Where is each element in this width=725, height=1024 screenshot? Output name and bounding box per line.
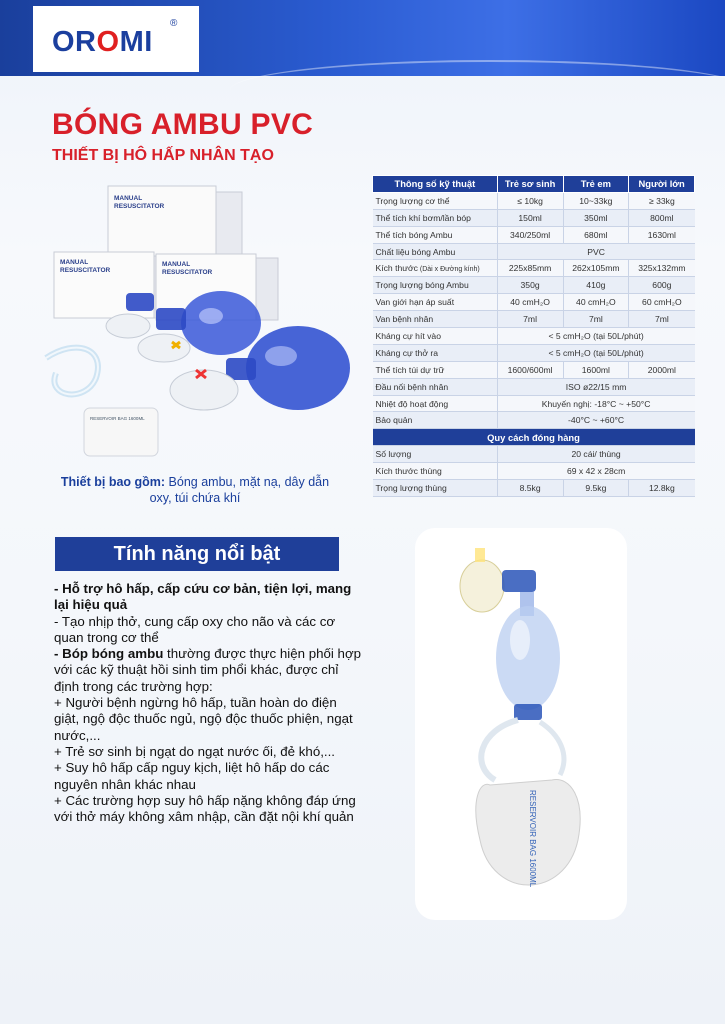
spec-table — [372, 175, 695, 497]
page-subtitle: THIẾT BỊ HÔ HẤP NHÂN TẠO — [52, 147, 274, 164]
list-item: + Trẻ sơ sinh bị ngạt do ngạt nước ối, đẻ khó,... — [54, 743, 335, 759]
valve-2 — [156, 308, 186, 330]
cell: ≥ 33kg — [629, 192, 695, 209]
cell: 7ml — [497, 311, 563, 328]
cell: 40 cmH₂O — [563, 294, 629, 311]
cell: 1630ml — [629, 226, 695, 243]
box-label-3: MANUAL — [60, 259, 89, 266]
table-row — [373, 378, 695, 395]
packing-section-header — [373, 429, 695, 446]
row-label: Kháng cự thở ra — [373, 344, 498, 361]
brand-logo: OROMI — [52, 26, 153, 58]
cell: 10~33kg — [563, 192, 629, 209]
table-row — [373, 260, 695, 277]
table-row — [373, 294, 695, 311]
cell: PVC — [497, 243, 694, 260]
feature-p2: - Tạo nhịp thở, cung cấp oxy cho não và các cơ quan trong cơ thể — [54, 613, 336, 645]
ambu-bag-clear — [496, 606, 560, 710]
table-row — [373, 395, 695, 412]
row-label: Trọng lượng cơ thể — [373, 192, 498, 209]
cell: 7ml — [629, 311, 695, 328]
ambu-bag-small — [181, 291, 261, 355]
table-row — [373, 209, 695, 226]
box-label-5: MANUAL — [162, 261, 191, 268]
table-row — [373, 361, 695, 378]
table-row — [373, 192, 695, 209]
box-back — [108, 186, 242, 256]
cell: < 5 cmH₂O (tại 50L/phút) — [497, 344, 694, 361]
oxygen-tube — [481, 720, 518, 780]
table-row — [373, 328, 695, 345]
section-title: Quy cách đóng hàng — [373, 429, 695, 446]
table-row — [373, 226, 695, 243]
cell: 69 x 42 x 28cm — [497, 463, 694, 480]
cell: 350g — [497, 277, 563, 294]
row-label: Trọng lượng thùng — [373, 480, 498, 497]
table-row — [373, 243, 695, 260]
cell: 800ml — [629, 209, 695, 226]
reservoir-label-small: RESERVOIR BAG 1600ML — [90, 416, 145, 421]
list-item: + Suy hô hấp cấp nguy kịch, liệt hô hấp do các nguyên nhân khác nhau — [54, 760, 330, 792]
mask-small — [106, 314, 150, 338]
page-title: BÓNG AMBU PVC — [52, 108, 314, 141]
cell: < 5 cmH₂O (tại 50L/phút) — [497, 328, 694, 345]
cell: ≤ 10kg — [497, 192, 563, 209]
face-mask — [460, 560, 504, 612]
cell: 150ml — [497, 209, 563, 226]
caption-bold: Thiết bị bao gồm: — [60, 475, 166, 489]
cell: 262x105mm — [563, 260, 629, 277]
table-row — [373, 311, 695, 328]
row-label: Van giới hạn áp suất — [373, 294, 498, 311]
cell: ISO ø22/15 mm — [497, 378, 694, 395]
cell: -40°C ~ +60°C — [497, 412, 694, 429]
spec-header-infant: Trẻ sơ sinh — [497, 176, 563, 193]
table-row — [373, 277, 695, 294]
row-label: Thể tích bóng Ambu — [373, 226, 498, 243]
row-label: Đầu nối bệnh nhân — [373, 378, 498, 395]
row-label: Kích thước (Dài x Đường kính) — [373, 260, 498, 277]
caption-text: Bóng ambu, mặt nạ, dây dẫn oxy, túi chứa khí — [149, 475, 330, 505]
cell: 1600/600ml — [497, 361, 563, 378]
cell: 60 cmH₂O — [629, 294, 695, 311]
feature-p1: - Hỗ trợ hô hấp, cấp cứu cơ bản, tiện lợi, mang lại hiệu quả — [54, 581, 352, 613]
row-label: Kích thước thùng — [373, 463, 498, 480]
row-label: Thể tích túi dự trữ — [373, 361, 498, 378]
cell: 20 cái/ thùng — [497, 446, 694, 463]
cell: Khuyến nghị: -18°C ~ +50°C — [497, 395, 694, 412]
cell: 8.5kg — [497, 480, 563, 497]
valve-1 — [126, 293, 154, 311]
mask-medium — [138, 334, 190, 362]
feature-p3: - Bóp bóng ambu thường được thực hiện phối hợp với các kỹ thuật hồi sinh tim phổi khác, được chỉ định trong các trường hợp: — [54, 646, 362, 694]
cell: 350ml — [563, 209, 629, 226]
ambu-bag-large — [246, 326, 350, 410]
cell: 340/250ml — [497, 226, 563, 243]
features-heading: Tính năng nổi bật — [55, 537, 339, 571]
row-label: Nhiệt độ hoạt động — [373, 395, 498, 412]
spec-header-adult: Người lớn — [629, 176, 695, 193]
cell: 9.5kg — [563, 480, 629, 497]
features-body — [54, 581, 362, 825]
cell: 600g — [629, 277, 695, 294]
logo-cross-icon: O — [96, 26, 120, 58]
table-row — [373, 446, 695, 463]
spec-header-row — [373, 176, 695, 193]
intake-valve — [514, 704, 542, 720]
row-label: Kháng cự hít vào — [373, 328, 498, 345]
cell: 325x132mm — [629, 260, 695, 277]
cell: 2000ml — [629, 361, 695, 378]
list-item: + Các trường hợp suy hô hấp nặng không đáp ứng với thở máy không xâm nhập, cần đặt nội khí quản — [54, 792, 356, 825]
row-label: Trọng lượng bóng Ambu — [373, 277, 498, 294]
table-row — [373, 412, 695, 429]
registered-mark: ® — [170, 18, 178, 29]
row-label: Van bệnh nhân — [373, 311, 498, 328]
table-row — [373, 344, 695, 361]
row-label: Bảo quản — [373, 412, 498, 429]
table-row — [373, 463, 695, 480]
ambu-product-photo — [440, 540, 615, 910]
list-item: + Người bệnh ngừng hô hấp, tuần hoàn do điện giật, ngộ độc thuốc ngủ, ngộ độc thuốc phiện, ngạt nước,... — [54, 695, 353, 743]
patient-valve — [502, 570, 536, 592]
box-label-6: RESUSCITATOR — [162, 269, 213, 276]
spec-header-child: Trẻ em — [563, 176, 629, 193]
cell: 12.8kg — [629, 480, 695, 497]
row-label: Chất liệu bóng Ambu — [373, 243, 498, 260]
row-label: Số lượng — [373, 446, 498, 463]
row-label: Thể tích khí bơm/lần bóp — [373, 209, 498, 226]
product-caption — [60, 474, 330, 506]
cell: 7ml — [563, 311, 629, 328]
reservoir-bag — [476, 780, 580, 885]
cell: 40 cmH₂O — [497, 294, 563, 311]
box-label-4: RESUSCITATOR — [60, 267, 111, 274]
cell: 1600ml — [563, 361, 629, 378]
table-row — [373, 480, 695, 497]
cell: 410g — [563, 277, 629, 294]
cell: 680ml — [563, 226, 629, 243]
reservoir-label: RESERVOIR BAG 1600ML — [528, 790, 537, 888]
box-label-2: RESUSCITATOR — [114, 203, 165, 210]
spec-header-param: Thông số kỹ thuật — [373, 176, 498, 193]
box-label-1: MANUAL — [114, 195, 143, 202]
product-illustration — [36, 178, 356, 468]
cell: 225x85mm — [497, 260, 563, 277]
valve-3 — [226, 358, 256, 380]
